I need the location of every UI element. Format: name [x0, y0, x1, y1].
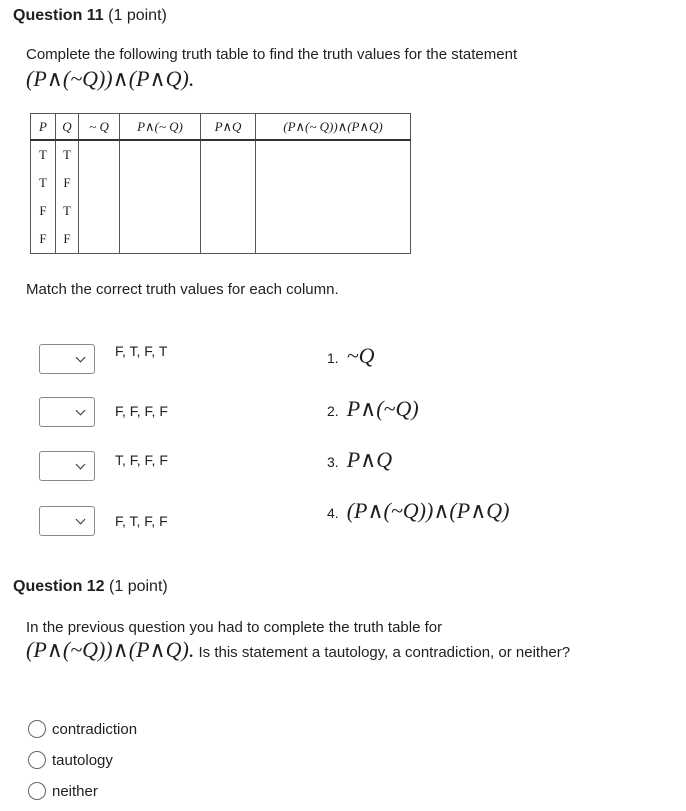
- truth-table-row: [31, 169, 411, 197]
- match-target-2: [327, 396, 419, 422]
- radio-label: neither: [52, 782, 98, 800]
- cell-p: T: [31, 169, 56, 197]
- match-instructions: Match the correct truth values for each column.: [26, 281, 339, 298]
- match-option-2: F, F, F, F: [115, 403, 168, 419]
- question-12-title: Question 12: [13, 578, 105, 595]
- truth-table-row: [31, 140, 411, 169]
- question-12-heading: [13, 578, 168, 596]
- question-11-statement: (P∧(~Q))∧(P∧Q).: [26, 66, 195, 91]
- cell-empty: [120, 140, 201, 169]
- cell-empty: [201, 140, 256, 169]
- radio-button[interactable]: [28, 720, 46, 738]
- header-full-statement: (P∧(~ Q))∧(P∧Q): [256, 114, 411, 141]
- cell-empty: [201, 169, 256, 197]
- question-12-prompt-continued: Is this statement a tautology, a contradiction, or neither?: [194, 644, 571, 661]
- cell-empty: [120, 197, 201, 225]
- radio-label: contradiction: [52, 720, 138, 738]
- cell-empty: [256, 140, 411, 169]
- truth-table-header-row: [31, 114, 411, 141]
- cell-empty: [201, 225, 256, 254]
- match-target-number: 4.: [327, 505, 339, 521]
- match-target-expression: P∧(~Q): [346, 396, 419, 421]
- match-target-number: 2.: [327, 403, 339, 419]
- question-12-prompt-text: In the previous question you had to complete the truth table for: [26, 619, 443, 636]
- question-11-title: Question 11: [13, 7, 104, 24]
- header-p: P: [31, 114, 56, 141]
- match-option-4: F, T, F, F: [115, 513, 168, 529]
- match-target-expression: ~Q: [346, 343, 375, 368]
- question-12-statement: (P∧(~Q))∧(P∧Q).: [26, 637, 195, 662]
- question-12-prompt: [26, 617, 646, 664]
- cell-empty: [256, 169, 411, 197]
- cell-q: T: [56, 140, 79, 169]
- cell-empty: [256, 225, 411, 254]
- cell-empty: [120, 225, 201, 254]
- cell-p: F: [31, 225, 56, 254]
- match-target-3: [327, 447, 392, 473]
- chevron-down-icon: [76, 353, 86, 363]
- match-option-1: F, T, F, T: [115, 343, 168, 359]
- radio-option-tautology[interactable]: [28, 751, 113, 769]
- header-p-and-not-q: P∧(~ Q): [120, 114, 201, 141]
- match-option-3: T, F, F, F: [115, 452, 168, 468]
- question-11-points: (1 point): [108, 7, 167, 24]
- cell-q: F: [56, 169, 79, 197]
- match-target-number: 3.: [327, 454, 339, 470]
- match-target-expression: (P∧(~Q))∧(P∧Q): [346, 498, 510, 523]
- radio-option-neither[interactable]: [28, 782, 98, 800]
- match-target-expression: P∧Q: [346, 447, 393, 472]
- radio-label: tautology: [52, 751, 113, 769]
- chevron-down-icon: [76, 515, 86, 525]
- truth-table-row: [31, 225, 411, 254]
- match-target-number: 1.: [327, 350, 339, 366]
- match-select-1[interactable]: [39, 344, 95, 374]
- match-target-1: [327, 343, 374, 369]
- header-p-and-q: P∧Q: [201, 114, 256, 141]
- cell-empty: [256, 197, 411, 225]
- cell-p: T: [31, 140, 56, 169]
- cell-empty: [79, 140, 120, 169]
- match-select-2[interactable]: [39, 397, 95, 427]
- chevron-down-icon: [76, 406, 86, 416]
- cell-empty: [79, 169, 120, 197]
- cell-empty: [120, 169, 201, 197]
- match-select-3[interactable]: [39, 451, 95, 481]
- match-select-4[interactable]: [39, 506, 95, 536]
- question-11-prompt-text: Complete the following truth table to find the truth values for the statement: [26, 46, 518, 63]
- cell-q: F: [56, 225, 79, 254]
- radio-button[interactable]: [28, 751, 46, 769]
- header-not-q: ~ Q: [79, 114, 120, 141]
- header-q: Q: [56, 114, 79, 141]
- match-target-4: [327, 498, 510, 524]
- truth-table-row: [31, 197, 411, 225]
- question-12-points: (1 point): [109, 578, 168, 595]
- chevron-down-icon: [76, 460, 86, 470]
- cell-empty: [79, 197, 120, 225]
- cell-p: F: [31, 197, 56, 225]
- cell-empty: [79, 225, 120, 254]
- radio-button[interactable]: [28, 782, 46, 800]
- cell-empty: [201, 197, 256, 225]
- question-11-heading: [13, 7, 167, 25]
- radio-option-contradiction[interactable]: [28, 720, 137, 738]
- question-11-prompt: [26, 44, 646, 90]
- truth-table: [30, 113, 411, 254]
- cell-q: T: [56, 197, 79, 225]
